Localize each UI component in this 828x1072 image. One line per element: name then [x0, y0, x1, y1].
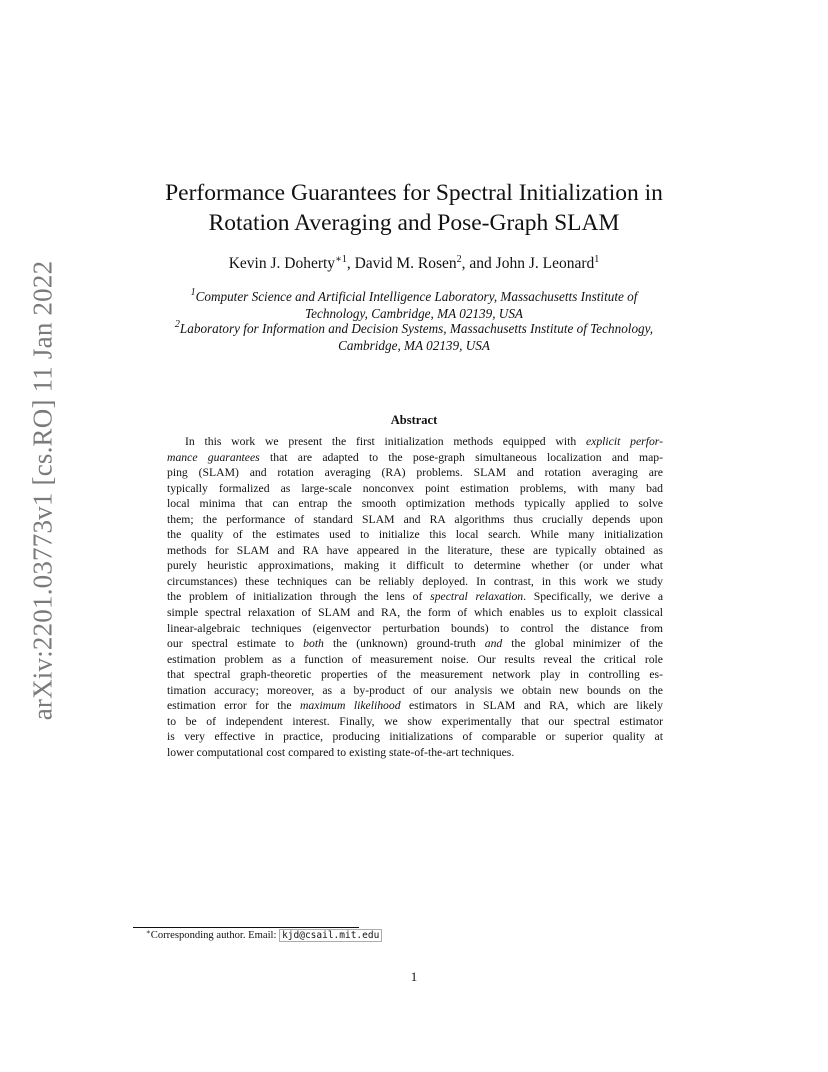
abstract-line: that spectral graph-theoretic properties of the measurement network play in controlling es-: [167, 668, 663, 682]
affiliation-line: Computer Science and Artificial Intelligence Laboratory, Massachusetts Institute of: [195, 289, 638, 304]
footnote-mark: ∗: [146, 928, 151, 936]
abstract-line: the problem of initialization through the lens of spectral relaxation. Specifically, we derive a: [167, 590, 664, 604]
title-line-1: Performance Guarantees for Spectral Initialization in: [165, 180, 663, 206]
abstract-line: linear-algebraic techniques (eigenvector perturbation bounds) to control the distance from: [167, 621, 663, 635]
affiliation-superscript: 2: [174, 319, 180, 330]
affiliation-line: Technology, Cambridge, MA 02139, USA: [305, 305, 523, 321]
abstract-line: typically formalized as large-scale nonconvex point estimation problems, with many bad: [167, 481, 663, 495]
abstract-line: circumstances) these techniques can be reliably deployed. In contrast, in this work we study: [167, 574, 663, 588]
abstract-line: methods for SLAM and RA have appeared in the literature, these are typically obtained as: [167, 543, 663, 557]
affiliation-superscript: 1: [190, 287, 196, 298]
affiliation-2: [0, 321, 828, 354]
abstract-line: timation accuracy; moreover, as a by-product of our analysis we obtain new bounds on the: [167, 683, 663, 697]
abstract-line: In this work we present the first initialization methods equipped with explicit perfor-: [185, 435, 663, 448]
abstract-line: is very effective in practice, producing initializations of comparable or superior quality at: [167, 730, 663, 744]
footnote-rule: [133, 927, 359, 928]
author-separator: , and: [461, 255, 496, 272]
abstract-line: them; the performance of standard SLAM and RA algorithms thus crucially depends upon: [167, 512, 663, 526]
page-number: 1: [410, 969, 418, 984]
abstract-body: [167, 434, 663, 760]
emphasis: explicit perfor-: [585, 435, 663, 448]
emphasis: spectral relaxation: [430, 590, 524, 604]
abstract-line: estimation problem as a function of measurement noise. Our results reveal the critical role: [167, 652, 663, 666]
abstract-line: local minima that can entrap the smooth optimization methods typically applied to solve: [167, 497, 663, 511]
abstract-line: the quality of the estimates used to initialize this local search. While many initialization: [167, 528, 663, 542]
author-superscript: 1: [594, 254, 600, 265]
emphasis: mance guarantees: [167, 450, 260, 464]
title-line-2: Rotation Averaging and Pose-Graph SLAM: [208, 210, 620, 236]
author-name: John J. Leonard: [495, 255, 595, 272]
emphasis: both: [303, 637, 324, 651]
abstract-heading: Abstract: [390, 413, 438, 427]
author-separator: ,: [346, 255, 355, 272]
abstract-line: our spectral estimate to both the (unknown) ground-truth and the global minimizer of the: [167, 637, 663, 651]
footnote: [146, 930, 382, 941]
arxiv-identifier: arXiv:2201.03773v1 [cs.RO] 11 Jan 2022: [27, 260, 58, 720]
author-superscript: 2: [456, 254, 462, 265]
abstract-line: lower computational cost compared to existing state-of-the-art techniques.: [167, 745, 515, 759]
abstract-line: to be of independent interest. Finally, we show experimentally that our spectral estimator: [167, 714, 663, 728]
email-link[interactable]: kjd@csail.mit.edu: [279, 929, 382, 942]
author-name: David M. Rosen: [354, 255, 457, 272]
abstract-line: mance guarantees that are adapted to the pose-graph simultaneous localization and map-: [167, 450, 663, 464]
paper-title: [0, 178, 828, 238]
author-superscript: ∗1: [335, 254, 347, 265]
abstract-line: ping (SLAM) and rotation averaging (RA) problems. SLAM and rotation averaging are: [167, 466, 663, 480]
author-name: Kevin J. Doherty: [228, 255, 336, 272]
author-list: [0, 255, 828, 273]
emphasis: and: [484, 637, 503, 651]
affiliation-line: Laboratory for Information and Decision Systems, Massachusetts Institute of Technology,: [179, 321, 654, 336]
emphasis: maximum likelihood: [299, 699, 401, 713]
abstract-line: simple spectral relaxation of SLAM and RA, the form of which enables us to exploit classical: [167, 606, 663, 620]
abstract-line: estimation error for the maximum likelihood estimators in SLAM and RA, which are likely: [167, 699, 663, 713]
affiliation-line: Cambridge, MA 02139, USA: [338, 337, 490, 353]
footnote-text: Corresponding author. Email:: [150, 930, 280, 941]
affiliation-1: [0, 289, 828, 322]
abstract-line: purely heuristic approximations, making it difficult to determine whether (or under what: [167, 559, 663, 573]
